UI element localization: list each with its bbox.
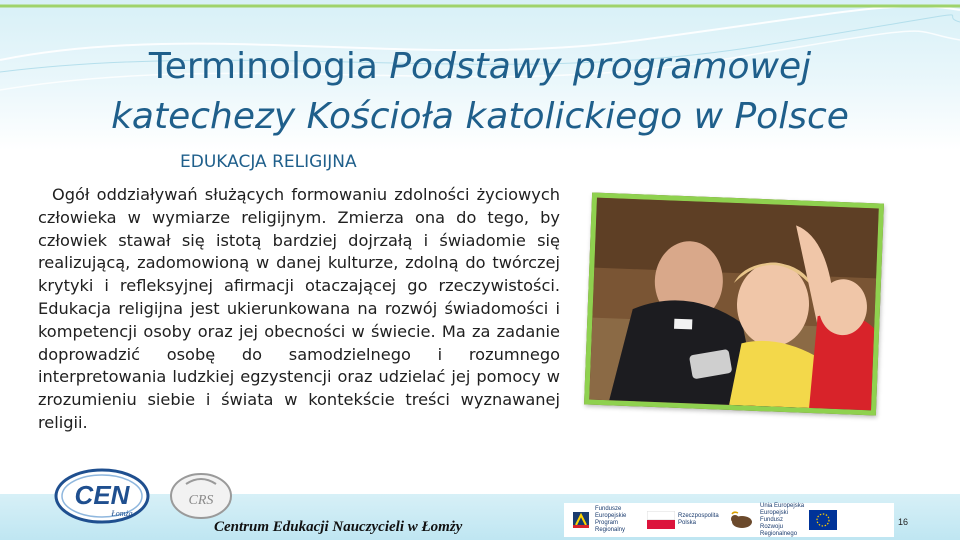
fundusze-europejskie-logo [570, 506, 641, 534]
cen-logo-subtext: Łomża [111, 509, 133, 518]
slide-title [60, 42, 900, 142]
ue-logo-label: Unia Europejska Europejski Fundusz Rozwoju Regionalnego [760, 502, 805, 537]
cen-logo [52, 466, 152, 526]
eu-funding-logos [564, 503, 894, 537]
polish-flag-logo [647, 511, 724, 529]
photo-priest-children-image [589, 198, 879, 411]
photo [584, 192, 884, 415]
crs-logo-text: CRS [188, 493, 214, 508]
section-heading: EDUKACJA RELIGIJNA [180, 152, 357, 172]
cen-logo-text: CEN [74, 480, 130, 510]
fe-star-icon [570, 509, 592, 531]
unia-europejska-logo [760, 503, 837, 538]
fe-logo-label: Fundusze Europejskie Program Regionalny [595, 506, 627, 533]
page-number: 16 [898, 517, 909, 527]
eu-flag-icon [809, 510, 837, 530]
title-plain: Terminologia [148, 46, 390, 87]
crs-logo [166, 470, 236, 522]
region-bison-logo [730, 510, 754, 530]
rp-logo-label: Rzeczpospolita Polska [678, 513, 719, 526]
bison-icon [730, 510, 754, 530]
title-italic: Podstawy programowej katechezy Kościoła katolickiego w Polsce [111, 46, 849, 137]
definition-text: Ogół oddziaływań służących formowaniu zdolności życiowych człowieka w wymiarze religijnym. Zmierza ona do tego, by człowiek stawał się istotą bardziej dojrzałą i świadomie się realizującą, zadomowioną w danej kulturze, zdolną do twórczej krytyki i refleksyjnej afirmacji otaczającej go rzeczywistości. Edukacja religijna jest ukierunkowana na rozwój świadomości i kompetencji osoby oraz jej obecności w świecie. Ma za zadanie doprowadzić osobę do samodzielnego i rozumnego interpretowania ludzkiej egzystencji oraz udzielać jej pomocy w zrozumieniu siebie i świata w kontekście treści wyznawanej religii. [38, 185, 560, 432]
center-name: Centrum Edukacji Nauczycieli w Łomży [214, 519, 463, 535]
polish-flag-icon [647, 511, 675, 529]
